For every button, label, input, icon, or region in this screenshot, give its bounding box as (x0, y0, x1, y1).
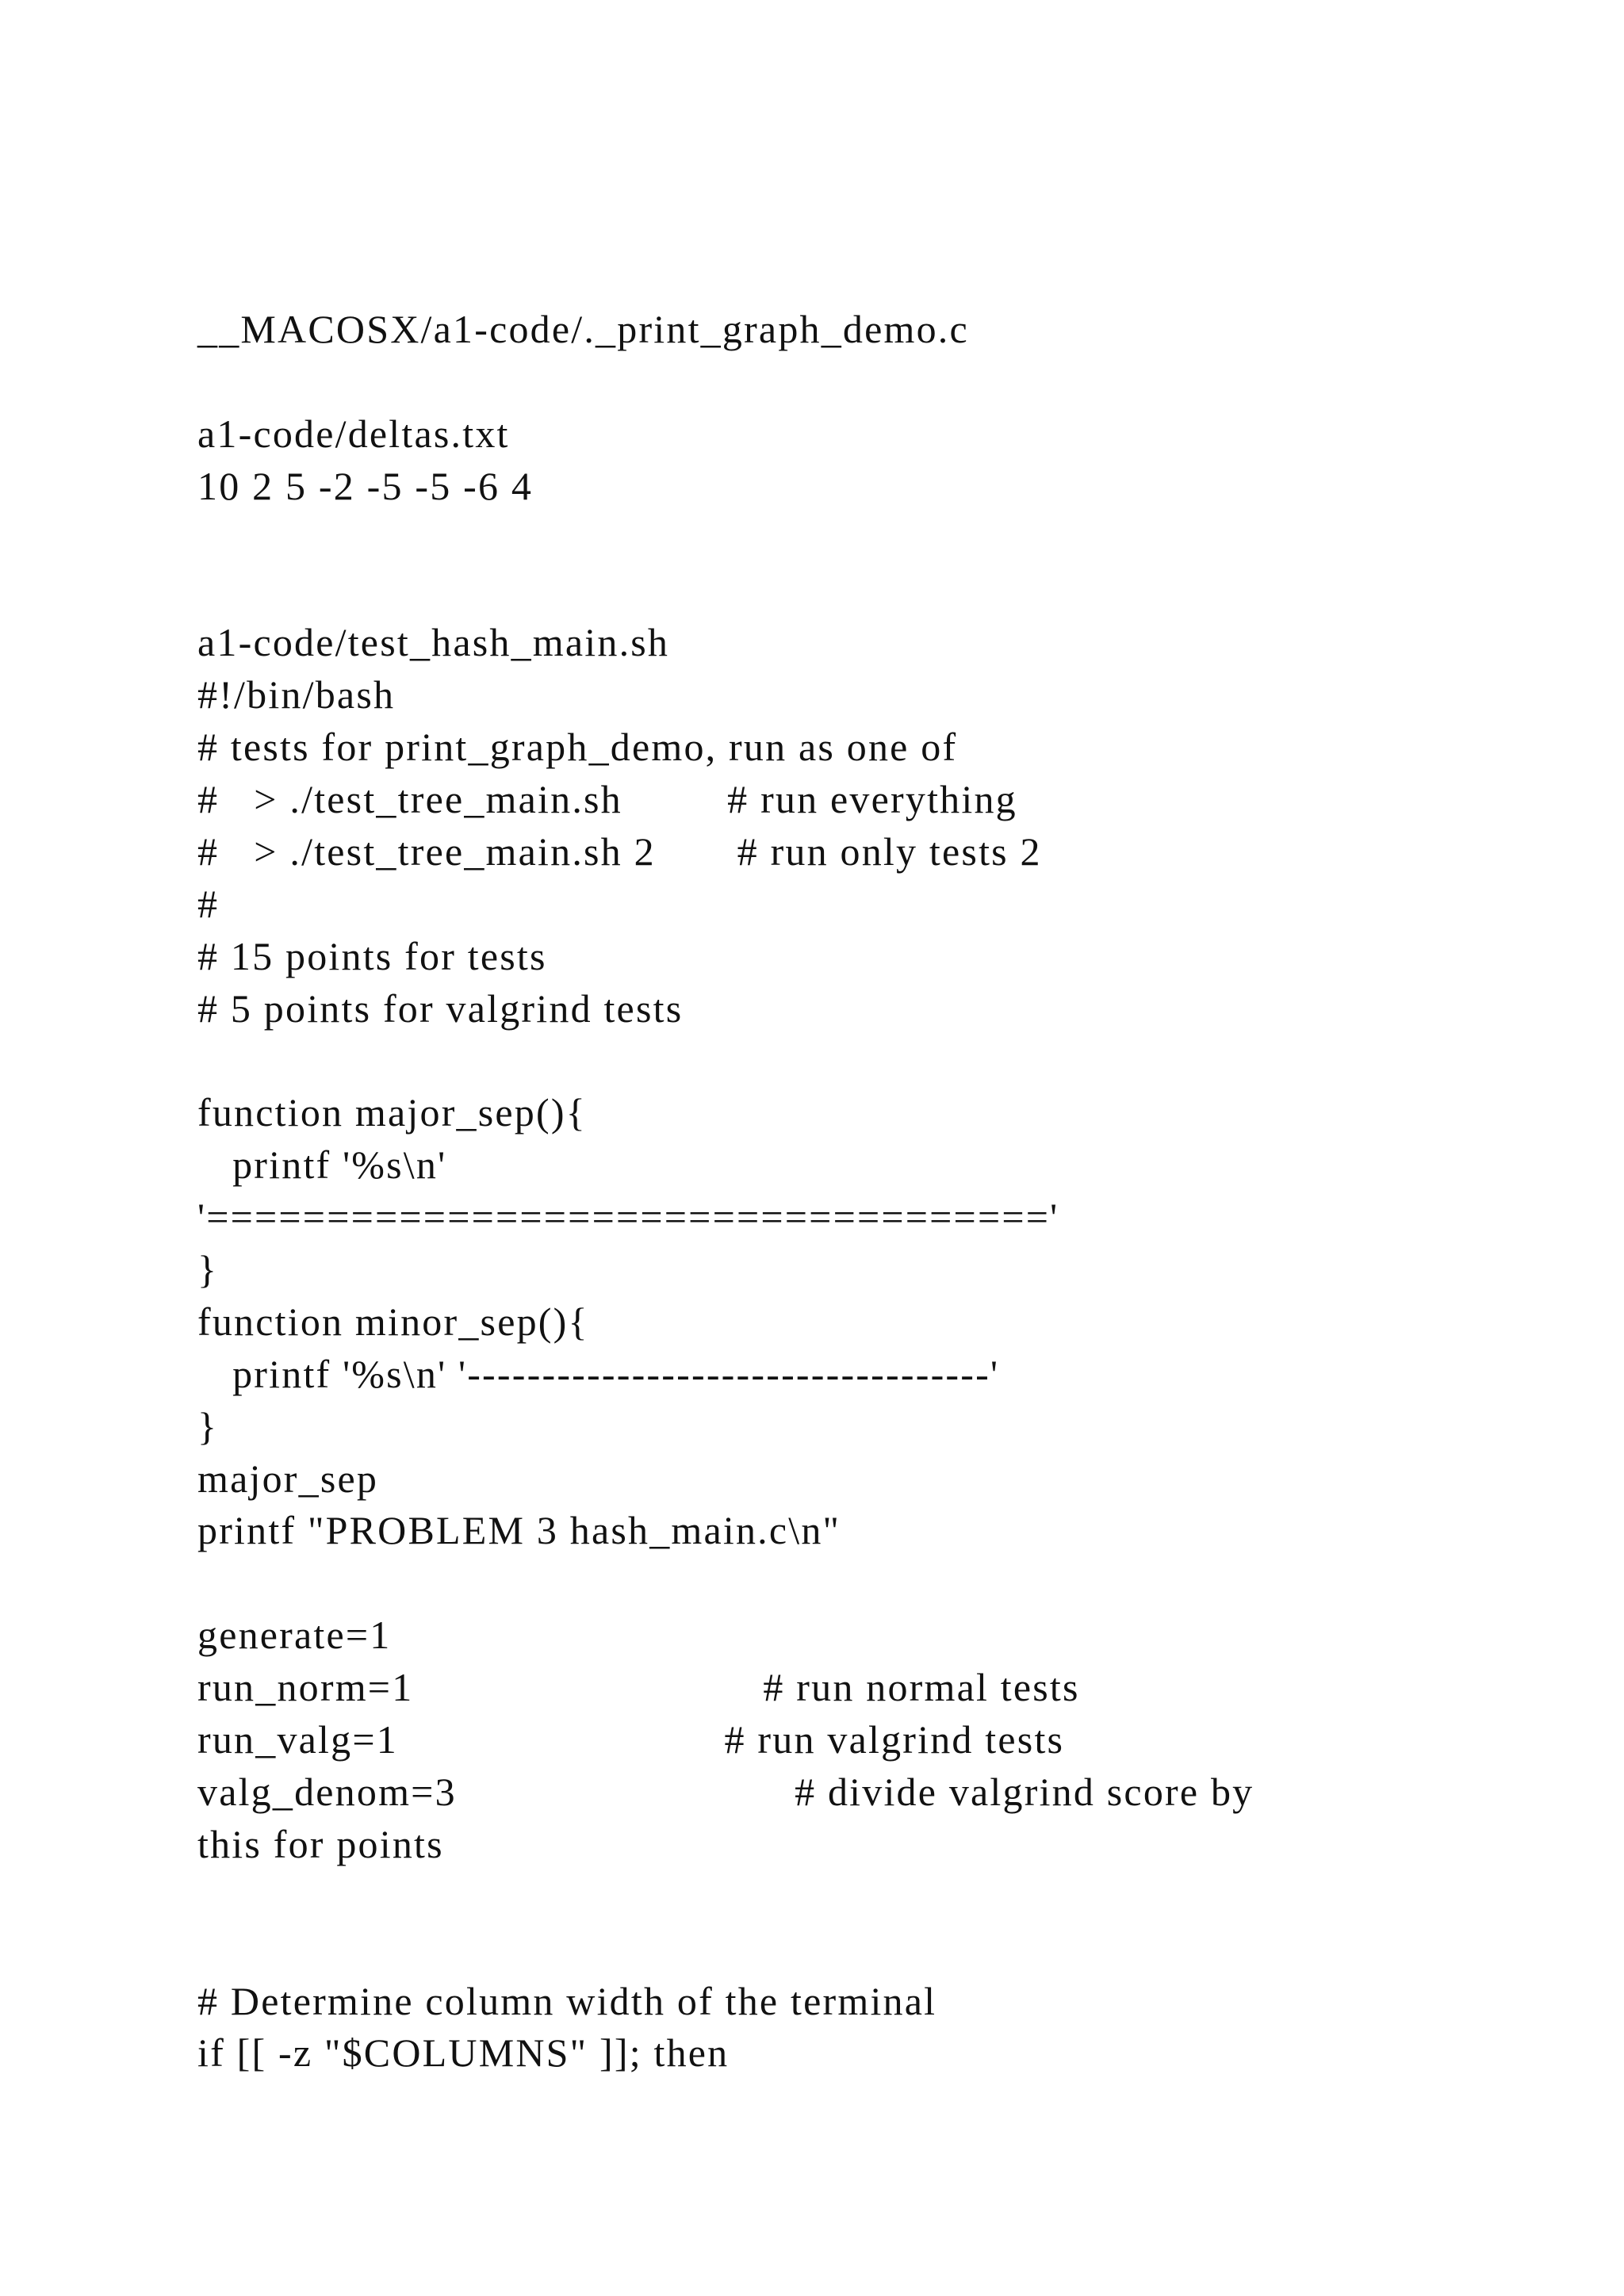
text-line (197, 1923, 1545, 1976)
text-line: # > ./test_tree_main.sh # run everything (197, 777, 1017, 822)
text-line: run_norm=1 # run normal tests (197, 1665, 1080, 1710)
text-line: # Determine column width of the terminal (197, 1978, 937, 2023)
text-line (197, 1557, 1545, 1609)
text-line: } (197, 1247, 219, 1292)
text-line: # 15 points for tests (197, 933, 547, 978)
text-line: 10 2 5 -2 -5 -5 -6 4 (197, 463, 534, 508)
text-line (197, 513, 1545, 565)
text-line: function minor_sep(){ (197, 1299, 589, 1344)
text-line: valg_denom=3 # divide valgrind score by (197, 1769, 1254, 1814)
text-line (197, 1871, 1545, 1923)
text-line: a1-code/test_hash_main.sh (197, 620, 670, 665)
text-line: #!/bin/bash (197, 672, 396, 718)
text-line: if [[ -z "$COLUMNS" ]]; then (197, 2030, 730, 2076)
text-line: printf "PROBLEM 3 hash_main.c\n" (197, 1508, 841, 1553)
text-line: '===================================' (197, 1195, 1059, 1240)
text-line (197, 564, 1545, 617)
text-line: printf '%s\n' '-----------------------------------' (197, 1351, 1000, 1396)
text-line: # 5 points for valgrind tests (197, 985, 684, 1031)
text-line: a1-code/deltas.txt (197, 411, 510, 456)
text-line: # (197, 881, 220, 926)
text-line: this for points (197, 1821, 444, 1866)
text-line: function major_sep(){ (197, 1090, 587, 1135)
text-line (197, 356, 1545, 408)
text-line: # > ./test_tree_main.sh 2 # run only tests 2 (197, 828, 1042, 874)
document-text (197, 304, 1545, 2080)
text-line: __MACOSX/a1-code/._print_graph_demo.c (197, 307, 969, 351)
text-line: major_sep (197, 1456, 379, 1501)
text-line: printf '%s\n' (197, 1142, 447, 1188)
text-line: # tests for print_graph_demo, run as one of (197, 725, 958, 770)
text-line (197, 1035, 1545, 1087)
text-line: run_valg=1 # run valgrind tests (197, 1717, 1065, 1762)
text-line: } (197, 1403, 219, 1448)
text-line: generate=1 (197, 1613, 392, 1658)
